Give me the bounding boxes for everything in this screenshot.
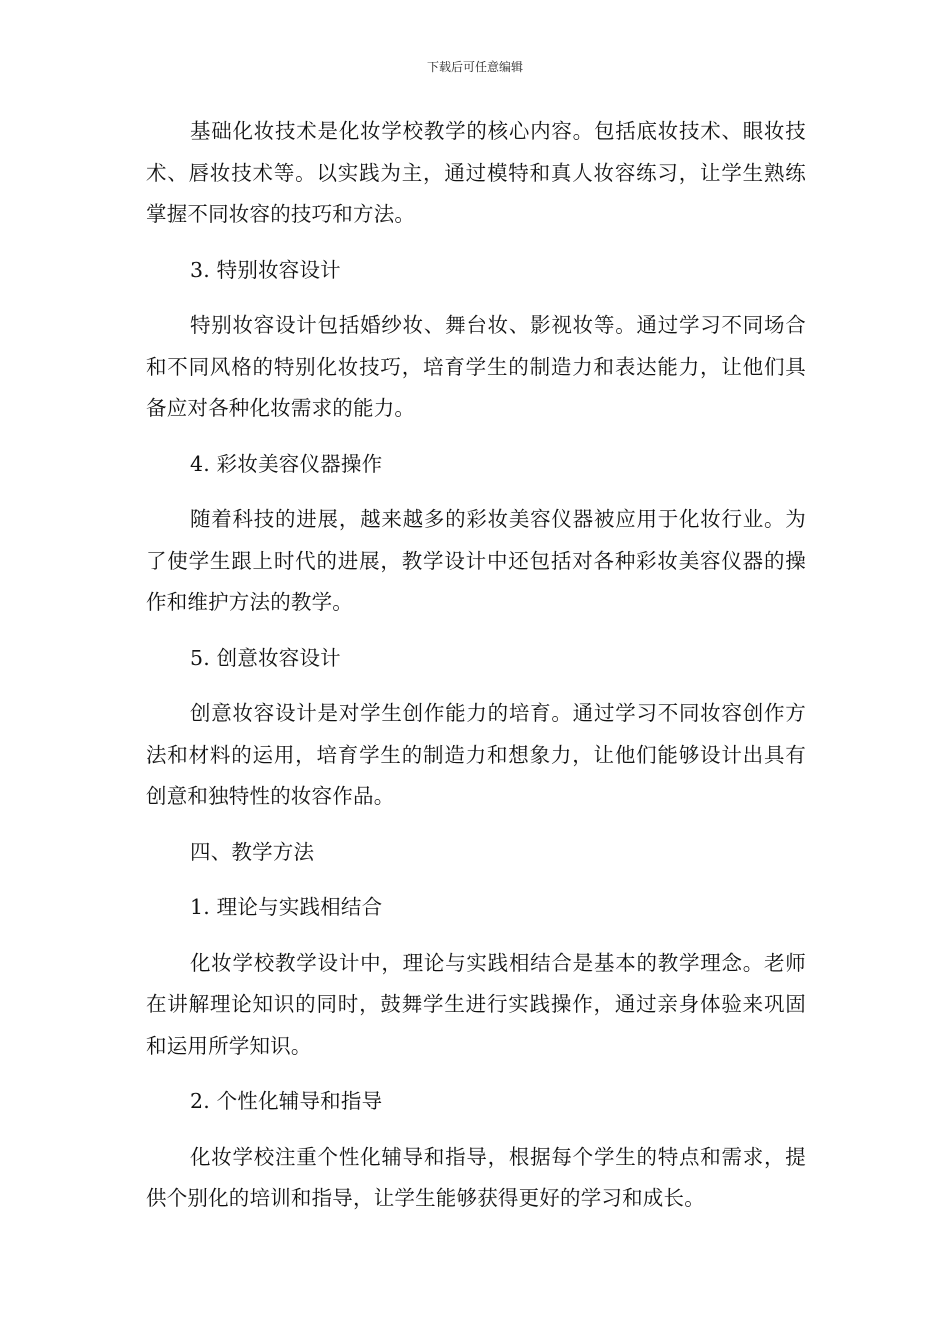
heading-creative-makeup-design: 5. 创意妆容设计 xyxy=(190,645,341,670)
heading-teaching-methods: 四、教学方法 xyxy=(190,839,315,864)
paragraph-basic-makeup: 基础化妆技术是化妆学校教学的核心内容。包括底妆技术、眼妆技术、唇妆技术等。以实践为主，通过模特和真人妆容练习，让学生熟练掌握不同妆容的技巧和方法。 xyxy=(146,119,806,226)
heading-personalized-guidance: 2. 个性化辅导和指导 xyxy=(190,1089,383,1113)
paragraph-makeup-instruments: 随着科技的进展，越来越多的彩妆美容仪器被应用于化妆行业。为了使学生跟上时代的进展，教学设计中还包括对各种彩妆美容仪器的操作和维护方法的教学。 xyxy=(146,507,806,614)
paragraph-special-makeup-design: 特别妆容设计包括婚纱妆、舞台妆、影视妆等。通过学习不同场合和不同风格的特别化妆技巧，培育学生的制造力和表达能力，让他们具备应对各种化妆需求的能力。 xyxy=(146,313,806,420)
paragraph-theory-practice: 化妆学校教学设计中，理论与实践相结合是基本的教学理念。老师在讲解理论知识的同时，鼓舞学生进行实践操作，通过亲身体验来巩固和运用所学知识。 xyxy=(146,950,806,1058)
heading-special-makeup-design: 3. 特别妆容设计 xyxy=(190,257,341,282)
document-body xyxy=(146,111,806,1234)
paragraph-personalized-guidance: 化妆学校注重个性化辅导和指导，根据每个学生的特点和需求，提供个别化的培训和指导，让学生能够获得更好的学习和成长。 xyxy=(146,1144,806,1210)
paragraph-creative-makeup-design: 创意妆容设计是对学生创作能力的培育。通过学习不同妆容创作方法和材料的运用，培育学生的制造力和想象力，让他们能够设计出具有创意和独特性的妆容作品。 xyxy=(146,701,806,808)
heading-theory-practice: 1. 理论与实践相结合 xyxy=(190,895,383,919)
page-header: 下载后可任意编辑 xyxy=(426,60,523,74)
heading-makeup-instruments: 4. 彩妆美容仪器操作 xyxy=(190,451,383,476)
